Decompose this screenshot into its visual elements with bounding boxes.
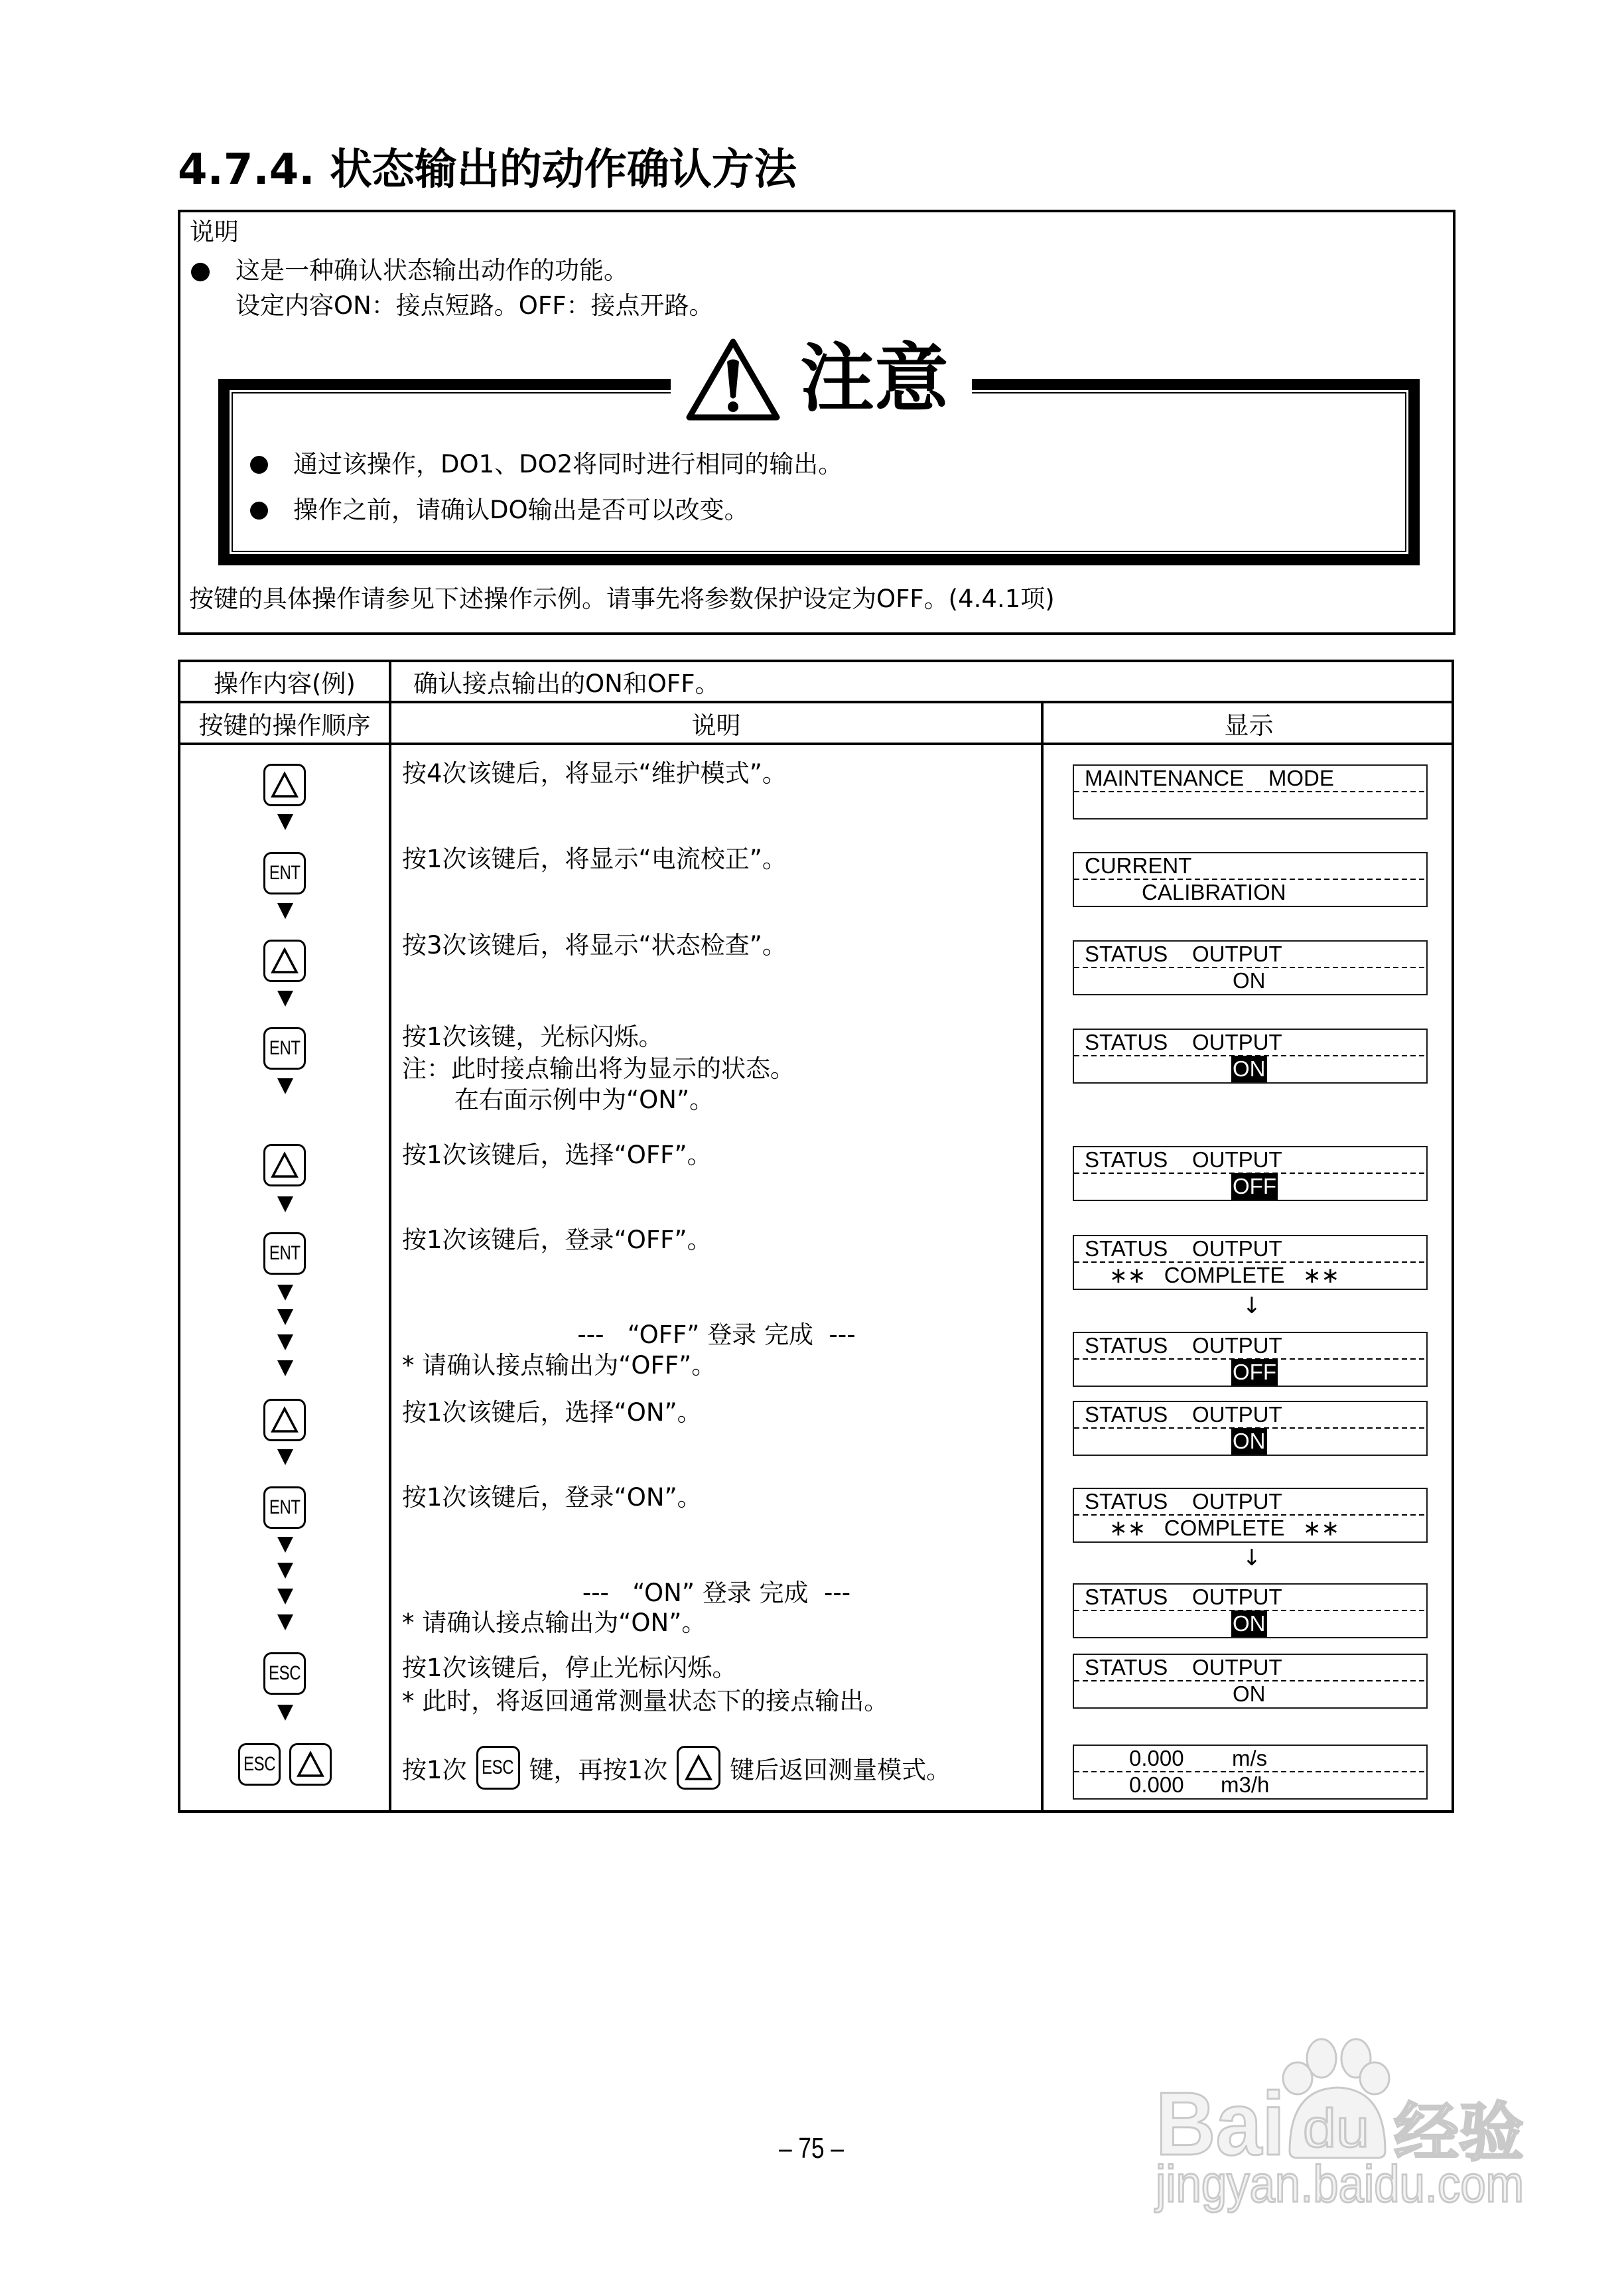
lcd-divider <box>1074 1261 1426 1263</box>
down-arrow-icon <box>277 814 293 830</box>
flow-rate-unit: m3/h <box>1221 1772 1270 1797</box>
key-label: ENT <box>269 1496 301 1518</box>
description-footer: 按键的具体操作请参见下述操作示例。请事先将参数保护设定为OFF。(4.4.1项) <box>189 585 1055 613</box>
down-arrow-icon <box>277 1360 293 1376</box>
baidu-jingyan-watermark <box>1141 2024 1539 2223</box>
lcd-display <box>1073 1235 1428 1290</box>
lcd-display <box>1073 940 1428 995</box>
lcd-divider <box>1074 1771 1426 1772</box>
lcd-display <box>1073 1654 1428 1709</box>
up-key <box>289 1743 332 1786</box>
lcd-line-2-cursor: OFF <box>1233 1360 1276 1384</box>
lcd-line-1: STATUS OUTPUT <box>1085 1489 1282 1514</box>
step-description: 按1次该键后，将显示“电流校正”。 <box>402 845 787 873</box>
ent-key <box>263 1232 306 1275</box>
lcd-display <box>1073 1488 1428 1543</box>
lcd-line-2-cursor: OFF <box>1233 1174 1276 1198</box>
bullet-icon <box>250 456 268 474</box>
down-arrow-icon <box>277 1334 293 1350</box>
lcd-line-1: STATUS OUTPUT <box>1085 1147 1282 1172</box>
up-triangle-icon <box>296 1750 325 1778</box>
lcd-line-2: ∗∗ COMPLETE ∗∗ <box>1109 1516 1340 1540</box>
lcd-display <box>1073 764 1428 819</box>
esc-key-inline <box>476 1746 520 1790</box>
lcd-line-2-cursor: ON <box>1233 1056 1266 1081</box>
paw-toe-icon <box>1283 2062 1312 2094</box>
lcd-line-1: STATUS OUTPUT <box>1085 942 1282 966</box>
flow-velocity-value: 0.000 <box>1129 1746 1184 1770</box>
lcd-line-1: STATUS OUTPUT <box>1085 1333 1282 1358</box>
up-triangle-icon <box>684 1754 713 1782</box>
column-header-description: 说明 <box>691 711 741 740</box>
lcd-line-1: STATUS OUTPUT <box>1085 1030 1282 1054</box>
esc-key <box>263 1652 306 1695</box>
watermark-brand: Bai <box>1156 2074 1285 2174</box>
table-col-divider <box>389 660 391 1813</box>
lcd-display <box>1073 1332 1428 1387</box>
key-label: ESC <box>243 1753 276 1775</box>
column-header-keys: 按键的操作顺序 <box>198 711 371 740</box>
key-label: ESC <box>268 1662 301 1684</box>
lcd-line-1: STATUS OUTPUT <box>1085 1236 1282 1261</box>
down-arrow-icon <box>277 1537 293 1553</box>
key-label: ENT <box>269 1037 301 1059</box>
transition-arrow-icon: ↓ <box>1242 1545 1262 1571</box>
flow-velocity-unit: m/s <box>1232 1746 1268 1770</box>
step-note: 注：此时接点输出将为显示的状态。 <box>402 1054 795 1083</box>
step-description-inline <box>402 1745 951 1790</box>
key-label: ESC <box>482 1756 514 1778</box>
up-key <box>263 940 306 982</box>
step-description: 按1次该键后，登录“OFF”。 <box>402 1226 712 1254</box>
lcd-divider <box>1074 1358 1426 1360</box>
description-line: 设定内容ON：接点短路。OFF：接点开路。 <box>236 291 714 320</box>
caution-title: 注意 <box>800 336 949 422</box>
down-arrow-icon <box>277 1614 293 1630</box>
step-text: 键后返回测量模式。 <box>730 1756 951 1784</box>
down-arrow-icon <box>277 1589 293 1604</box>
down-arrow-icon <box>277 1196 293 1212</box>
down-arrow-icon <box>277 1078 293 1094</box>
esc-key <box>238 1743 281 1786</box>
lcd-display <box>1073 1401 1428 1456</box>
caution-item: 通过该操作，DO1、DO2将同时进行相同的输出。 <box>293 450 843 478</box>
transition-arrow-icon: ↓ <box>1242 1293 1262 1319</box>
lcd-display-measurement <box>1073 1745 1428 1800</box>
operation-label: 操作内容(例) <box>214 670 356 698</box>
lcd-line-2-cursor: ON <box>1233 1611 1266 1636</box>
column-header-display: 显示 <box>1224 711 1274 740</box>
lcd-display <box>1073 852 1428 907</box>
lcd-display <box>1073 1146 1428 1201</box>
up-key <box>263 1399 306 1441</box>
lcd-divider <box>1074 791 1426 792</box>
lcd-line-1: STATUS OUTPUT <box>1085 1585 1282 1609</box>
lcd-line-2-cursor: ON <box>1233 1429 1266 1453</box>
bullet-icon <box>250 502 268 520</box>
up-triangle-icon <box>270 1406 299 1434</box>
down-arrow-icon <box>277 991 293 1007</box>
down-arrow-icon <box>277 1309 293 1325</box>
description-heading: 说明 <box>190 218 239 246</box>
lcd-line-2: ON <box>1233 1681 1266 1706</box>
lcd-line-1: MAINTENANCE MODE <box>1085 766 1334 790</box>
step-note: * 请确认接点输出为“ON”。 <box>402 1608 707 1637</box>
key-label: ENT <box>269 1242 301 1264</box>
operation-value: 确认接点输出的ON和OFF。 <box>413 670 720 698</box>
watermark-brand-paw: du <box>1303 2098 1369 2159</box>
paw-toe-icon <box>1360 2062 1389 2094</box>
lcd-divider <box>1074 1427 1426 1429</box>
step-description: 按4次该键后，将显示“维护模式”。 <box>402 759 787 788</box>
lcd-line-2: ∗∗ COMPLETE ∗∗ <box>1109 1263 1340 1287</box>
ent-key <box>263 1027 306 1070</box>
step-description: 按1次该键后，登录“ON”。 <box>402 1483 702 1512</box>
step-note: * 此时，将返回通常测量状态下的接点输出。 <box>402 1687 889 1715</box>
table-col-divider <box>1041 701 1044 1813</box>
lcd-divider <box>1074 1514 1426 1516</box>
lcd-divider <box>1074 1055 1426 1056</box>
warning-triangle-icon <box>683 335 783 423</box>
key-label: ENT <box>269 862 301 884</box>
down-arrow-icon <box>277 1705 293 1721</box>
registration-complete-message: --- “ON” 登录 完成 --- <box>582 1579 851 1607</box>
lcd-divider <box>1074 967 1426 968</box>
step-text: 按1次 <box>402 1756 467 1784</box>
ent-key <box>263 1486 306 1529</box>
watermark-brand-cn: 经验 <box>1394 2096 1524 2170</box>
ent-key <box>263 852 306 894</box>
flow-rate-value: 0.000 <box>1129 1772 1184 1797</box>
description-line: 这是一种确认状态输出动作的功能。 <box>236 256 628 285</box>
lcd-line-2: CALIBRATION <box>1142 880 1286 904</box>
lcd-line-1: STATUS OUTPUT <box>1085 1402 1282 1427</box>
step-description: 按3次该键后，将显示“状态检查”。 <box>402 931 787 960</box>
watermark-url: jingyan.baidu.com <box>1154 2155 1524 2213</box>
lcd-divider <box>1074 879 1426 880</box>
lcd-display <box>1073 1583 1428 1638</box>
step-description: 按1次该键，光标闪烁。 <box>402 1023 663 1051</box>
down-arrow-icon <box>277 1563 293 1579</box>
lcd-line-1: STATUS OUTPUT <box>1085 1655 1282 1679</box>
lcd-display <box>1073 1029 1428 1084</box>
up-triangle-icon <box>270 947 299 975</box>
caution-item: 操作之前，请确认DO输出是否可以改变。 <box>293 496 749 524</box>
step-description: 按1次该键后，停止光标闪烁。 <box>402 1654 737 1682</box>
step-text: 键，再按1次 <box>529 1756 668 1784</box>
down-arrow-icon <box>277 1285 293 1301</box>
down-arrow-icon <box>277 903 293 919</box>
up-triangle-icon <box>270 771 299 799</box>
up-triangle-icon <box>270 1151 299 1179</box>
page-number: – 75 – <box>779 2132 844 2165</box>
up-key-inline <box>677 1746 720 1790</box>
lcd-line-2: ON <box>1233 968 1266 993</box>
step-description: 按1次该键后，选择“OFF”。 <box>402 1141 712 1169</box>
step-note: * 请确认接点输出为“OFF”。 <box>402 1351 716 1380</box>
lcd-divider <box>1074 1680 1426 1681</box>
lcd-divider <box>1074 1610 1426 1611</box>
down-arrow-icon <box>277 1449 293 1465</box>
up-key <box>263 1144 306 1186</box>
step-note: 在右面示例中为“ON”。 <box>454 1086 714 1114</box>
table-row-divider <box>178 743 1454 745</box>
up-key <box>263 764 306 806</box>
lcd-line-1: CURRENT <box>1085 853 1192 878</box>
step-description: 按1次该键后，选择“ON”。 <box>402 1398 702 1427</box>
registration-complete-message: --- “OFF” 登录 完成 --- <box>577 1320 856 1349</box>
lcd-divider <box>1074 1173 1426 1174</box>
bullet-icon <box>191 263 210 281</box>
lcd-line-2 <box>1142 792 1144 818</box>
section-title: 4.7.4. 状态输出的动作确认方法 <box>178 145 797 194</box>
